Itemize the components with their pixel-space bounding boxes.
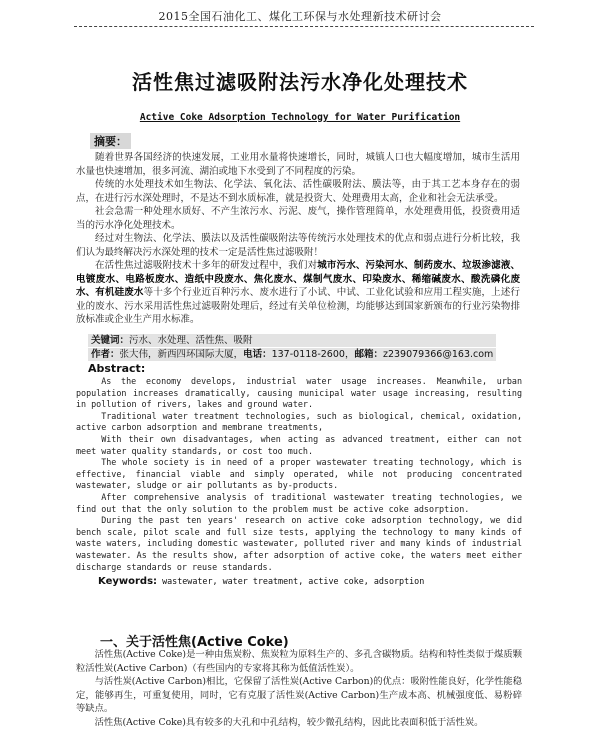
keywords-en-label: Keywords: <box>98 576 157 587</box>
keywords-en-value: wastewater, water treatment, active coke, adsorption <box>162 576 424 586</box>
author-label: 作者： <box>91 349 120 360</box>
abstract-en-paragraph: As the economy develops, industrial water usage increases. Meanwhile, urban population increases dramatically, causing municipal water usage increasing, resulting in pollution of rivers, lakes and ground water. <box>76 376 522 411</box>
keywords-and-author <box>88 334 496 362</box>
abstract-en-paragraph: During the past ten years' research on active coke adsorption technology, we did bench scale, pilot scale and full size tests, applying the technology to many kinds of waste waters, including domestic wastewater, polluted river and many kinds of industrial wastewater. As the results show, after adsorption of active coke, the waters meet either discharge standards or reuse standards. <box>76 515 522 573</box>
phone-label: 电话： <box>243 349 272 360</box>
abstract-zh-paragraph <box>76 259 520 327</box>
abstract-zh-paragraph: 传统的水处理技术如生物法、化学法、氧化法、活性碳吸附法、膜法等，由于其工艺本身存在的弱点，在进行污水深处理时，不是达不到水质标准，就是投资大、处理费用太高，企业和社会无法承受。 <box>76 178 520 205</box>
author-info-line: 作者：张大伟，新西四环国际大厦，电话：137-0118-2600，邮箱：z239079366@163.com <box>88 348 496 361</box>
paper-title-english: Active Coke Adsorption Technology for Water Purification <box>0 112 600 123</box>
abstract-label-en: Abstract: <box>88 362 522 375</box>
running-header: 2015全国石油化工、煤化工环保与水处理新技术研讨会 <box>0 8 600 24</box>
abstract-en-paragraph: With their own disadvantages, when acting as advanced treatment, either can not meet water quality standards, or cost too much. <box>76 434 522 457</box>
header-divider <box>74 26 534 27</box>
abstract-zh-paragraph: 社会急需一种处理水质好、不产生浓污水、污泥、废气，操作管理简单，水处理费用低，投资费用适当的污水净化处理技术。 <box>76 205 520 232</box>
abstract-zh-paragraph: 随着世界各国经济的快速发展，工业用水量将快速增长，同时，城镇人口也大幅度增加，城市生活用水量也快速增加，很多河流、湖泊或地下水受到了不同程度的污染。 <box>76 151 520 178</box>
abstract-label-zh: 摘要： <box>90 133 131 149</box>
abstract-en-paragraph: The whole society is in need of a proper wastewater treating technology, which is effective, financial viable and simply operated, while not producing concentrated wastewater, sludge or air pollutants as by-products. <box>76 457 522 492</box>
keywords-label: 关键词： <box>91 335 129 346</box>
phone-number: 137-0118-2600 <box>272 349 345 360</box>
abstract-en-paragraph: After comprehensive analysis of traditional wastewater treating technologies, we find out that the only solution to the problem must be active coke adsorption. <box>76 492 522 515</box>
section-heading: 一、关于活性焦(Active Coke) <box>100 631 289 650</box>
abstract-en-paragraph: Traditional water treatment technologies, such as biological, chemical, oxidation, active carbon adsorption and membrane treatments, <box>76 411 522 434</box>
keywords-zh-line <box>88 334 496 347</box>
email-address[interactable]: z239079366@163.com <box>383 349 493 360</box>
keywords-english <box>98 576 522 587</box>
author-address: 新西四环国际大厦 <box>158 349 234 360</box>
paragraph-text: 等十多个行业近百种污水、废水进行了小试、中试、工业化试验和应用工程实施，上述行业的废水、污水采用活性焦过滤吸附处理后，经过有关单位检测，均能够达到国家新颁布的行业污染物排放标准或企业生产用水标准。 <box>76 287 520 325</box>
paper-title: 活性焦过滤吸附法污水净化处理技术 <box>0 66 600 95</box>
section-paragraph: 活性焦(Active Coke)具有较多的大孔和中孔结构，较少微孔结构，因此比表面积低于活性炭。 <box>76 716 522 729</box>
section-body <box>76 648 522 729</box>
section-paragraph: 活性焦(Active Coke)是一种由焦炭粉、焦炭粒为原料生产的、多孔含碳物质。结构和特性类似于煤质颗粒活性炭(Active Carbon)（有些国内的专家将其称为低值活性炭）。 <box>76 648 522 675</box>
keywords-value: 污水、水处理、活性焦、吸附 <box>129 335 253 346</box>
abstract-chinese <box>76 130 520 327</box>
email-label: 邮箱： <box>354 349 383 360</box>
abstract-english <box>76 362 522 587</box>
section-paragraph: 与活性炭(Active Carbon)相比，它保留了活性炭(Active Carbon)的优点：吸附性能良好，化学性能稳定，能够再生，可重复使用，同时，它有克服了活性炭(Active Carbon)生产成本高、机械强度低、易粉碎等缺点。 <box>76 675 522 716</box>
paragraph-text: 在活性焦过滤吸附技术十多年的研发过程中，我们对 <box>95 260 317 271</box>
author-name: 张大伟 <box>120 349 149 360</box>
wastewater-types-highlight: 城市污水、污染河水、制药废水、垃圾渗滤液、电镀废水、电路板废水、造纸中段废水、焦化废水、煤制气废水、印染废水、稀缩碱废水、酸洗磷化废水、有机硅废水 <box>76 260 520 298</box>
abstract-zh-paragraph: 经过对生物法、化学法、膜法以及活性碳吸附法等传统污水处理技术的优点和弱点进行分析比较，我们认为最终解决污水深处理的技术一定是活性焦过滤吸附！ <box>76 232 520 259</box>
